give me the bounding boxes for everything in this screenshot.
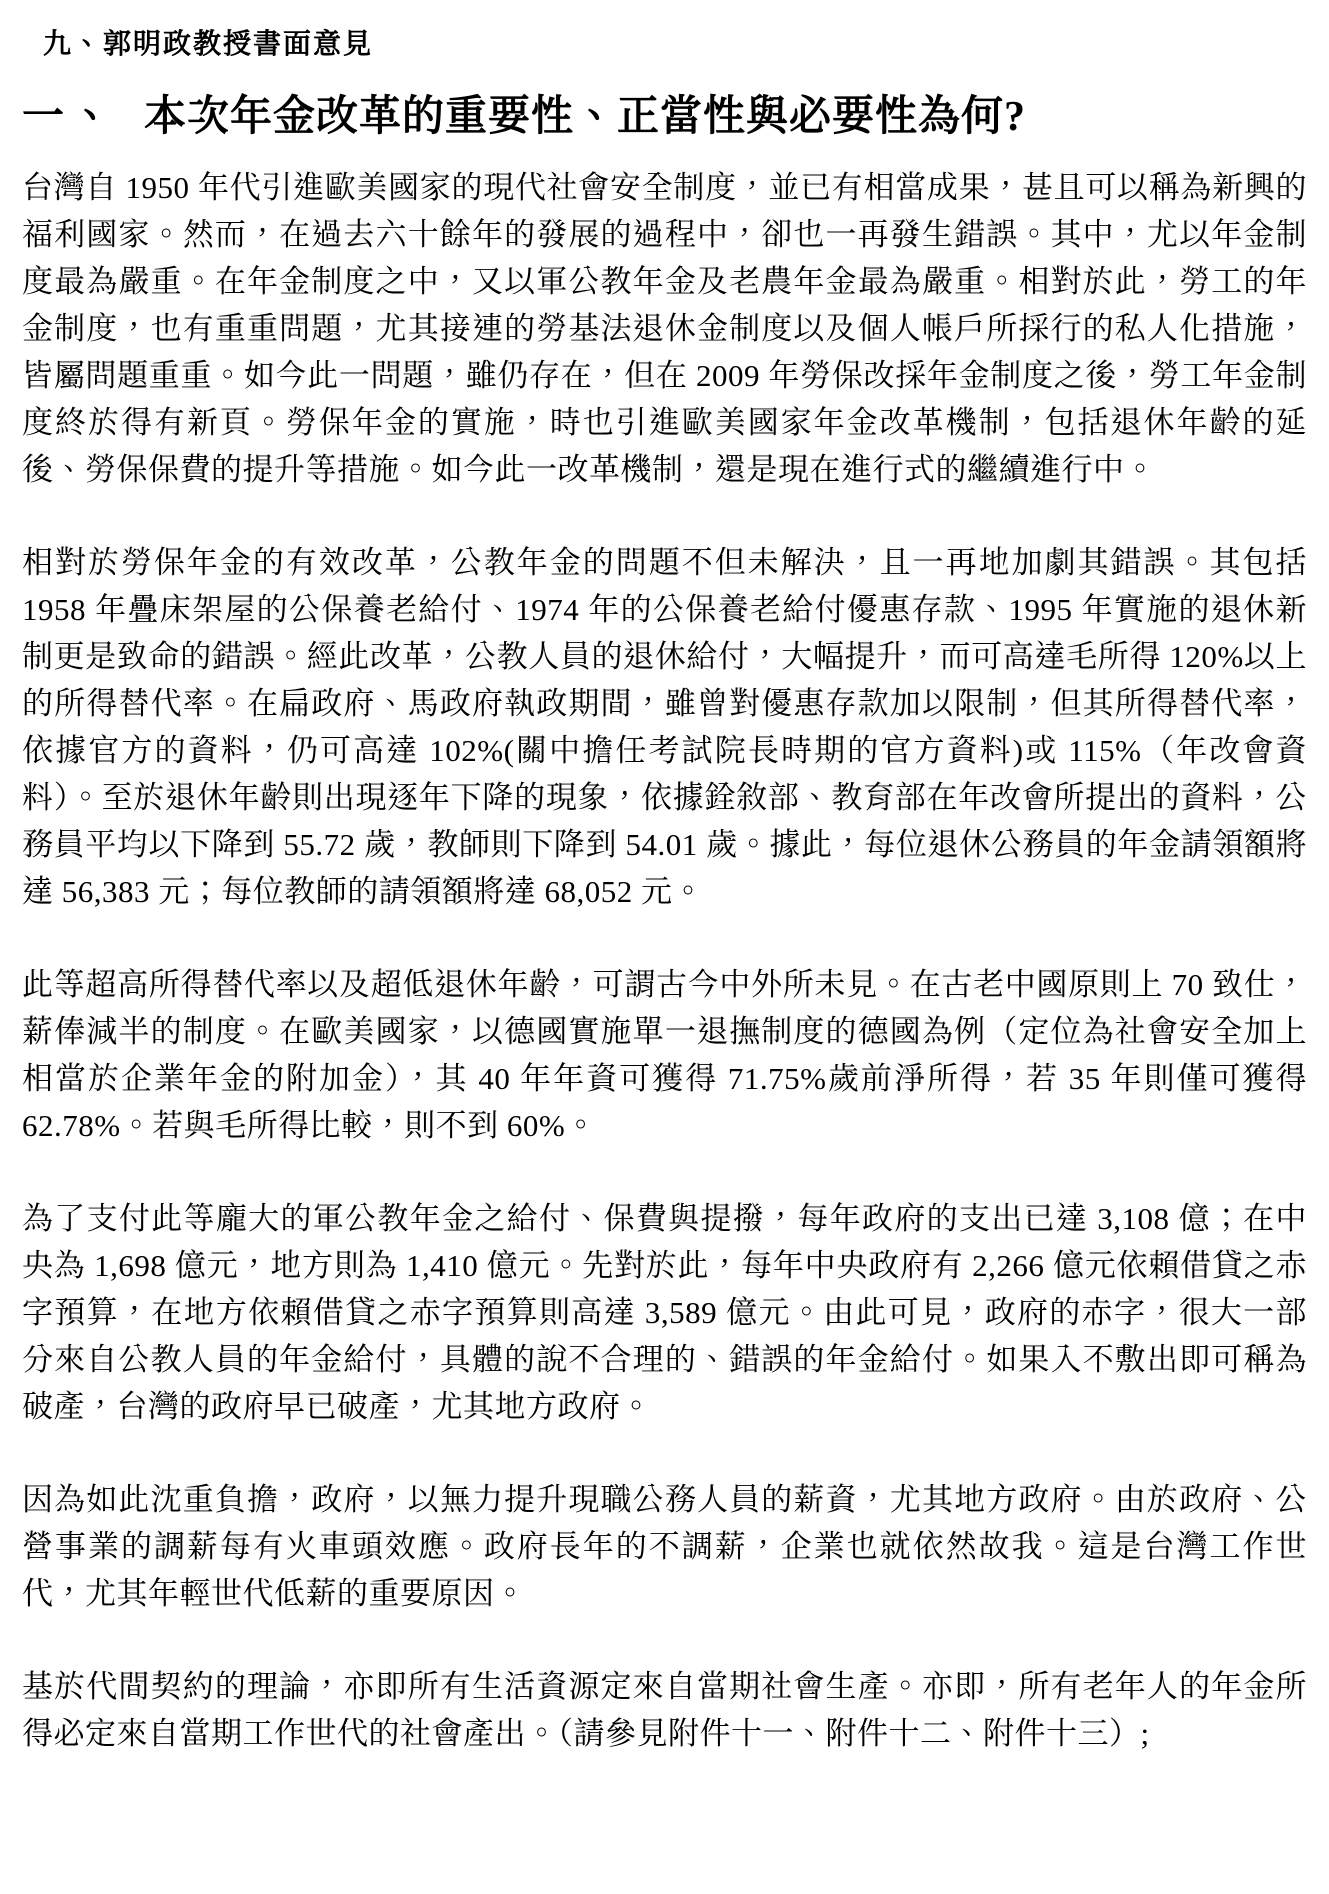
document-body [22, 164, 1307, 1757]
document-kicker-heading: 九、郭明政教授書面意見 [43, 29, 374, 60]
paragraph-6: 基於代間契約的理論，亦即所有生活資源定來自當期社會生產。亦即，所有老年人的年金所得必定來自當期工作世代的社會產出。（請參見附件十一、附件十二、附件十三）; [22, 1669, 1307, 1751]
paragraph-5: 因為如此沈重負擔，政府，以無力提升現職公務人員的薪資，尤其地方政府。由於政府、公營事業的調薪每有火車頭效應。政府長年的不調薪，企業也就依然故我。這是台灣工作世代，尤其年輕世代低薪的重要原因。 [22, 1482, 1307, 1611]
paragraph-2: 相對於勞保年金的有效改革，公教年金的問題不但未解決，且一再地加劇其錯誤。其包括 1958 年疊床架屋的公保養老給付、1974 年的公保養老給付優惠存款、1995 年實施的退休新制更是致命的錯誤。經此改革，公教人員的退休給付，大幅提升，而可高達毛所得 120%以上的所得替代率。在扁政府、馬政府執政期間，雖曾對優惠存款加以限制，但其所得替代率，依據官方的資料，仍可高達 102%(關中擔任考試院長時期的官方資料)或 115%（年改會資料）。至於退休年齡則出現逐年下降的現象，依據銓敘部、教育部在年改會所提出的資料，公務員平均以下降到 55.72 歲，教師則下降到 54.01 歲。據此，每位退休公務員的年金請領額將達 56,383 元；每位教師的請領額將達 68,052 元。 [22, 545, 1307, 909]
section-number: 一、 [22, 94, 119, 140]
paragraph-4: 為了支付此等龐大的軍公教年金之給付、保費與提撥，每年政府的支出已達 3,108 億；在中央為 1,698 億元，地方則為 1,410 億元。先對於此，每年中央政府有 2,266 億元依賴借貸之赤字預算，在地方依賴借貸之赤字預算則高達 3,589 億元。由此可見，政府的赤字，很大一部分來自公教人員的年金給付，具體的說不合理的、錯誤的年金給付。如果入不敷出即可稱為破產，台灣的政府早已破產，尤其地方政府。 [22, 1201, 1307, 1424]
section-title: 本次年金改革的重要性、正當性與必要性為何? [144, 94, 1027, 140]
section-heading [22, 90, 1307, 144]
paragraph-1: 台灣自 1950 年代引進歐美國家的現代社會安全制度，並已有相當成果，甚且可以稱為新興的福利國家。然而，在過去六十餘年的發展的過程中，卻也一再發生錯誤。其中，尤以年金制度最為嚴重。在年金制度之中，又以軍公教年金及老農年金最為嚴重。相對於此，勞工的年金制度，也有重重問題，尤其接連的勞基法退休金制度以及個人帳戶所採行的私人化措施，皆屬問題重重。如今此一問題，雖仍存在，但在 2009 年勞保改採年金制度之後，勞工年金制度終於得有新頁。勞保年金的實施，時也引進歐美國家年金改革機制，包括退休年齡的延後、勞保保費的提升等措施。如今此一改革機制，還是現在進行式的繼續進行中。 [22, 170, 1307, 487]
paragraph-3: 此等超高所得替代率以及超低退休年齡，可謂古今中外所未見。在古老中國原則上 70 致仕，薪俸減半的制度。在歐美國家，以德國實施單一退撫制度的德國為例（定位為社會安全加上相當於企業年金的附加金），其 40 年年資可獲得 71.75%歲前淨所得，若 35 年則僅可獲得 62.78%。若與毛所得比較，則不到 60%。 [22, 967, 1307, 1143]
